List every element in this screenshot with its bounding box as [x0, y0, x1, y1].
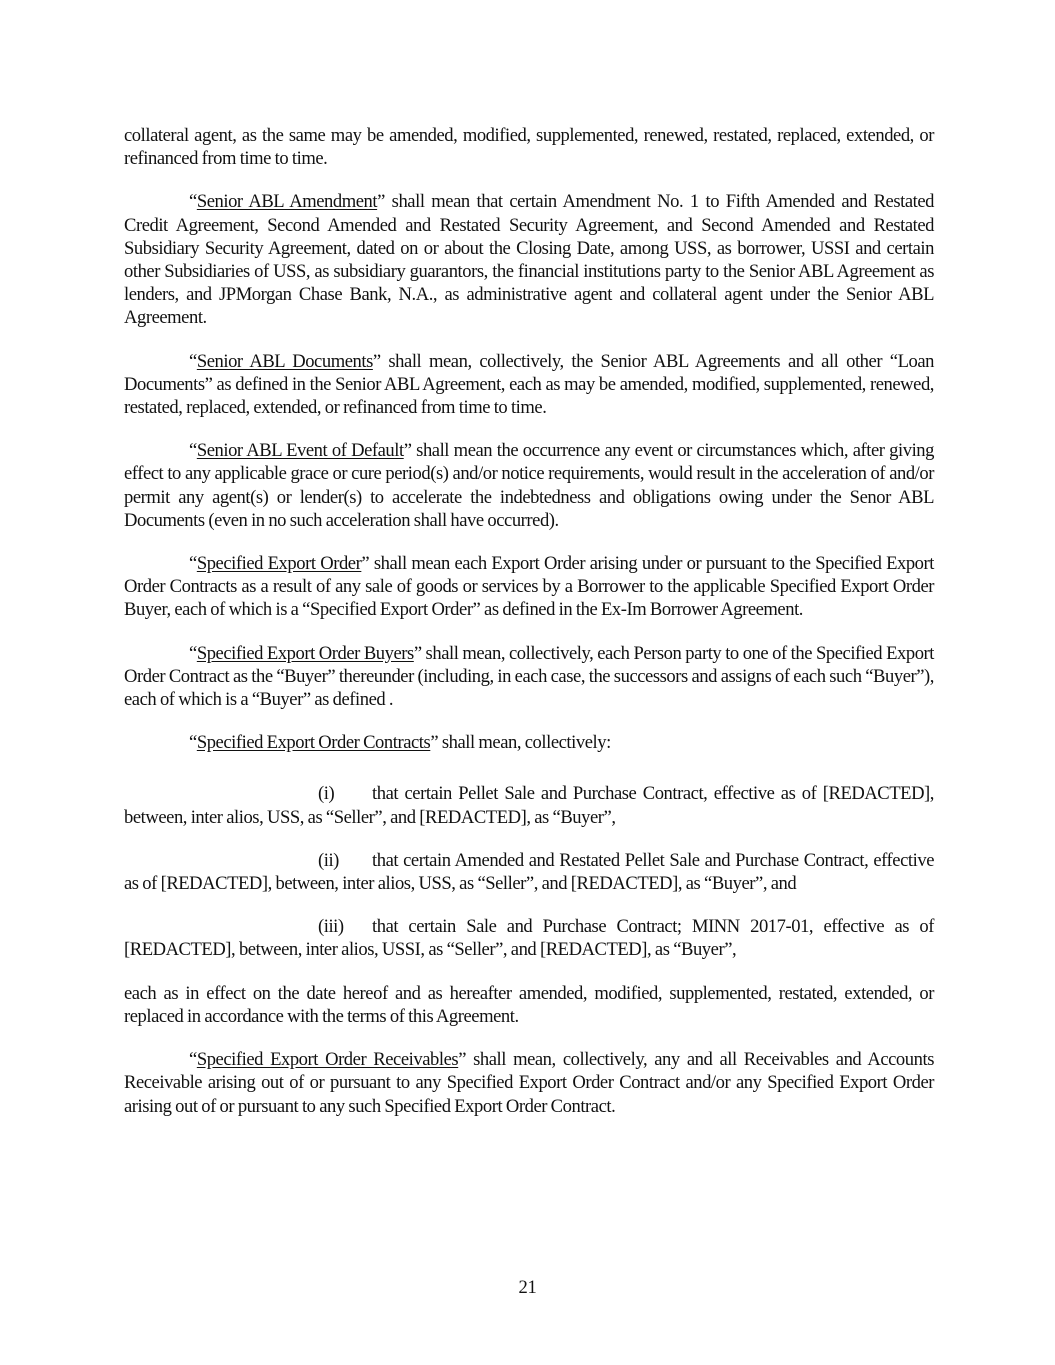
page-number: 21 [518, 1277, 537, 1298]
definition-text: ” shall mean, collectively, any and all Receivables and Accounts Receivable arising out of or pursuant to any Specified Export Order Contract and/or any Specified Export Order arising out of or pursuant to any such Specified Export Order Contract. [124, 1049, 934, 1117]
defined-term: Specified Export Order [196, 553, 362, 575]
definition-senior-abl-documents [124, 350, 934, 420]
definition-specified-export-order-receivables [124, 1048, 934, 1118]
open-quote: “ [189, 1049, 197, 1071]
defined-term: Senior ABL Event of Default [196, 440, 404, 462]
definition-text: ” shall mean, collectively: [430, 732, 611, 754]
definition-specified-export-order-buyers [124, 642, 934, 712]
item-label: (i) [318, 783, 335, 805]
open-quote: “ [189, 732, 197, 754]
intro-paragraph: collateral agent, as the same may be amended, modified, supplemented, renewed, restated, replaced, extended, or refinanced from time to time. [124, 125, 934, 170]
definition-senior-abl-amendment [124, 190, 934, 329]
open-quote: “ [189, 350, 197, 372]
open-quote: “ [189, 191, 197, 213]
contract-item [124, 915, 934, 961]
defined-term: Specified Export Order Buyers [196, 642, 414, 664]
item-label: (iii) [318, 916, 344, 938]
item-text: that certain Sale and Purchase Contract; MINN 2017-01, effective as of [REDACTED], between, inter alios, USSI, as “Seller”, and [REDACTED], as “Buyer”, [124, 916, 934, 961]
definition-text: ” shall mean, collectively, the Senior ABL Agreements and all other “Loan Documents” as defined in the Senior ABL Agreement, each as may be amended, modified, supplemented, renewed, restated, replaced, extended, or refinanced from time to time. [124, 350, 935, 419]
defined-term: Specified Export Order Contracts [196, 732, 431, 754]
contract-item [124, 782, 934, 828]
document-page [124, 124, 934, 1138]
contract-item [124, 849, 934, 895]
definition-text: ” shall mean, collectively, each Person party to one of the Specified Export Order Contract as the “Buyer” thereunder (including, in each case, the successors and assigns of each such “Buyer”), each of which is a “Buyer” as defined . [124, 642, 934, 711]
open-quote: “ [189, 553, 197, 575]
defined-term: Specified Export Order Receivables [196, 1049, 459, 1071]
definition-specified-export-order-contracts [124, 731, 934, 754]
definition-senior-abl-event-of-default [124, 439, 934, 532]
item-label: (ii) [318, 849, 339, 871]
item-text: that certain Amended and Restated Pellet Sale and Purchase Contract, effective as of [REDACTED], between, inter alios, USS, as “Seller”, and [REDACTED], as “Buyer”, and [124, 849, 934, 895]
definition-specified-export-order [124, 552, 934, 622]
open-quote: “ [189, 642, 197, 664]
defined-term: Senior ABL Amendment [196, 191, 378, 213]
definition-text: ” shall mean that certain Amendment No. 1 to Fifth Amended and Restated Credit Agreement, Second Amended and Restated Security Agreement, and Second Amended and Restated Subsidiary Security Agreement, dated on or about the Closing Date, among USS, as borrower, USSI and certain other Subsidiaries of USS, as subsidiary guarantors, the financial institutions party to the Senior ABL Agreement as lenders, and JPMorgan Chase Bank, N.A., as administrative agent and collateral agent under the Senior ABL Agreement. [124, 191, 934, 329]
definition-text: ” shall mean each Export Order arising under or pursuant to the Specified Export Order Contracts as a result of any sale of goods or services by a Borrower to the applicable Specified Export Order Buyer, each of which is a “Specified Export Order” as defined in the Ex-Im Borrower Agreement. [124, 553, 934, 621]
open-quote: “ [189, 440, 197, 462]
contracts-closing-paragraph: each as in effect on the date hereof and as hereafter amended, modified, supplemented, restated, extended, or replaced in accordance with the terms of this Agreement. [124, 982, 934, 1027]
definition-text: ” shall mean the occurrence any event or circumstances which, after giving effect to any applicable grace or cure period(s) and/or notice requirements, would result in the acceleration of and/or permit any agent(s) or lender(s) to accelerate the indebtedness and obligations owing under the Senor ABL Documents (even in no such acceleration shall have occurred). [124, 440, 934, 531]
item-text: that certain Pellet Sale and Purchase Contract, effective as of [REDACTED], between, inter alios, USS, as “Seller”, and [REDACTED], as “Buyer”, [124, 783, 934, 828]
defined-term: Senior ABL Documents [196, 350, 373, 372]
